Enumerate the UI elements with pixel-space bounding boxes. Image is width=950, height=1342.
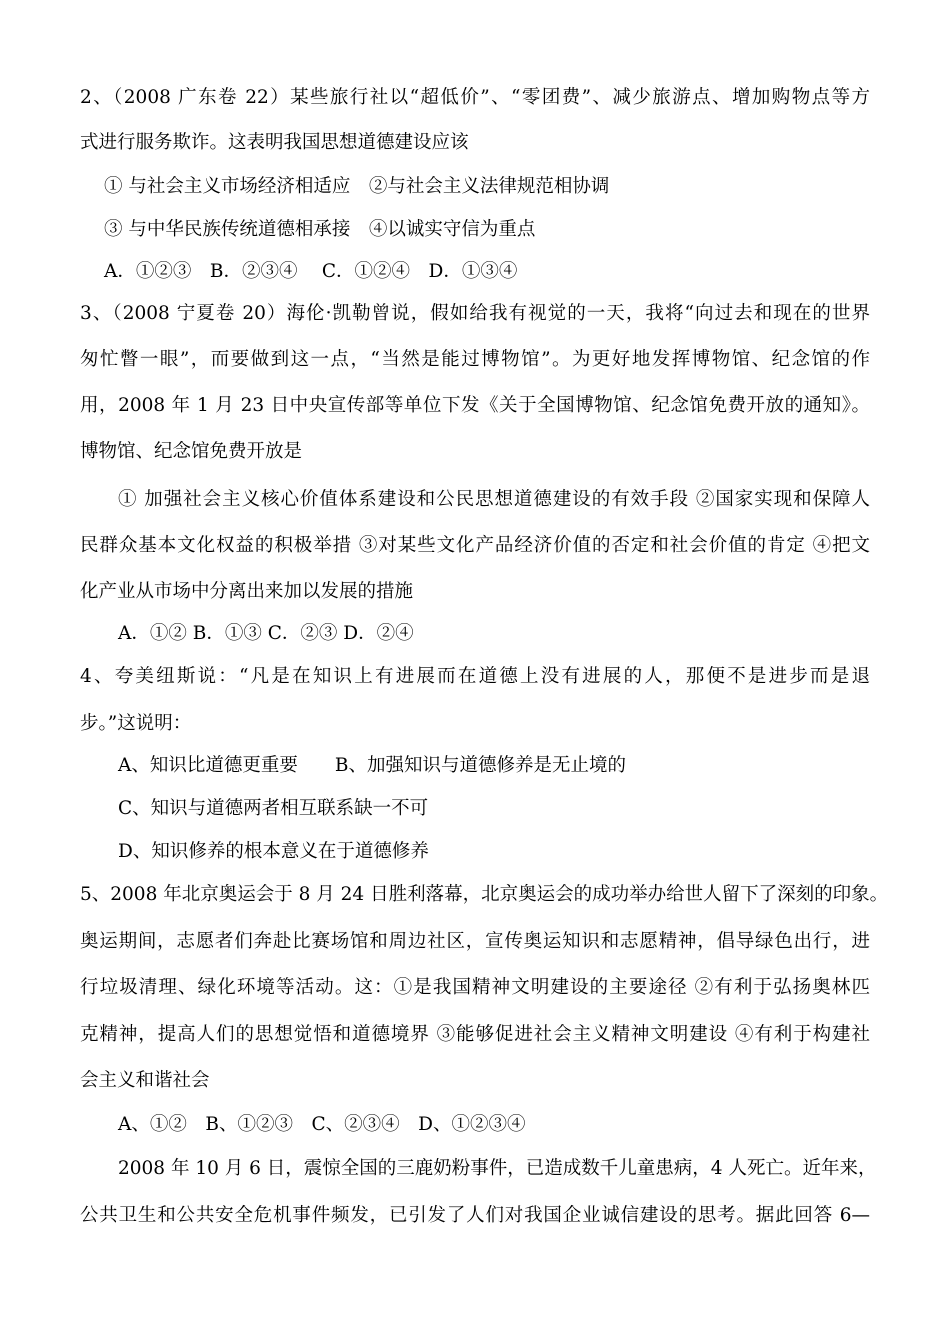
q2-line-1: 2、（2008 广东卷 22）某些旅行社以“超低价”、“零团费”、减少旅游点、增加购物点等方 bbox=[80, 87, 870, 108]
q4-option-d: D、知识修养的根本意义在于道德修养 bbox=[118, 841, 429, 862]
q3-choices: A．①② B．①③ C．②③ D．②④ bbox=[118, 623, 414, 644]
q3-statement-1: ① 加强社会主义核心价值体系建设和公民思想道德建设的有效手段 ②国家实现和保障人 bbox=[118, 489, 870, 510]
q4-line-2: 步。”这说明： bbox=[80, 713, 192, 734]
q5-line-4: 克精神，提高人们的思想觉悟和道德境界 ③能够促进社会主义精神文明建设 ④有利于构建社 bbox=[80, 1024, 870, 1045]
q2-choices: A．①②③ B．②③④ C．①②④ D．①③④ bbox=[104, 261, 518, 282]
q6-intro-line-2: 公共卫生和公共安全危机事件频发，已引发了人们对我国企业诚信建设的思考。据此回答 6— bbox=[80, 1205, 870, 1226]
q3-statement-2: 民群众基本文化权益的积极举措 ③对某些文化产品经济价值的否定和社会价值的肯定 ④把文 bbox=[80, 535, 870, 556]
q5-line-2: 奥运期间，志愿者们奔赴比赛场馆和周边社区，宣传奥运知识和志愿精神，倡导绿色出行，进 bbox=[80, 931, 870, 952]
q2-options-3-4: ③ 与中华民族传统道德相承接 ④以诚实守信为重点 bbox=[104, 219, 536, 240]
q3-line-1: 3、（2008 宁夏卷 20）海伦·凯勒曾说，假如给我有视觉的一天，我将“向过去和现在的世界 bbox=[80, 303, 870, 324]
q4-option-c: C、知识与道德两者相互联系缺一不可 bbox=[118, 798, 429, 819]
q2-line-2: 式进行服务欺诈。这表明我国思想道德建设应该 bbox=[80, 132, 469, 153]
q4-options-a-b: A、知识比道德更重要 B、加强知识与道德修养是无止境的 bbox=[118, 755, 626, 776]
q3-line-4: 博物馆、纪念馆免费开放是 bbox=[80, 441, 303, 462]
q5-line-5: 会主义和谐社会 bbox=[80, 1070, 210, 1091]
q6-intro-line-1: 2008 年 10 月 6 日，震惊全国的三鹿奶粉事件，已造成数千儿童患病，4 人死亡。近年来， bbox=[118, 1158, 877, 1179]
q2-options-1-2: ① 与社会主义市场经济相适应 ②与社会主义法律规范相协调 bbox=[104, 176, 610, 197]
q4-line-1: 4、夸美纽斯说：“凡是在知识上有进展而在道德上没有进展的人，那便不是进步而是退 bbox=[80, 666, 870, 687]
q3-statement-3: 化产业从市场中分离出来加以发展的措施 bbox=[80, 581, 414, 602]
q5-line-1: 5、2008 年北京奥运会于 8 月 24 日胜利落幕，北京奥运会的成功举办给世人留下了深刻的印象。 bbox=[80, 884, 889, 905]
q3-line-3: 用，2008 年 1 月 23 日中央宣传部等单位下发《关于全国博物馆、纪念馆免费开放的通知》。 bbox=[80, 395, 870, 416]
q3-line-2: 匆忙瞥一眼”，而要做到这一点，“当然是能过博物馆”。为更好地发挥博物馆、纪念馆的作 bbox=[80, 349, 870, 370]
q5-choices: A、①② B、①②③ C、②③④ D、①②③④ bbox=[118, 1114, 526, 1135]
q5-line-3: 行垃圾清理、绿化环境等活动。这：①是我国精神文明建设的主要途径 ②有利于弘扬奥林匹 bbox=[80, 977, 870, 998]
